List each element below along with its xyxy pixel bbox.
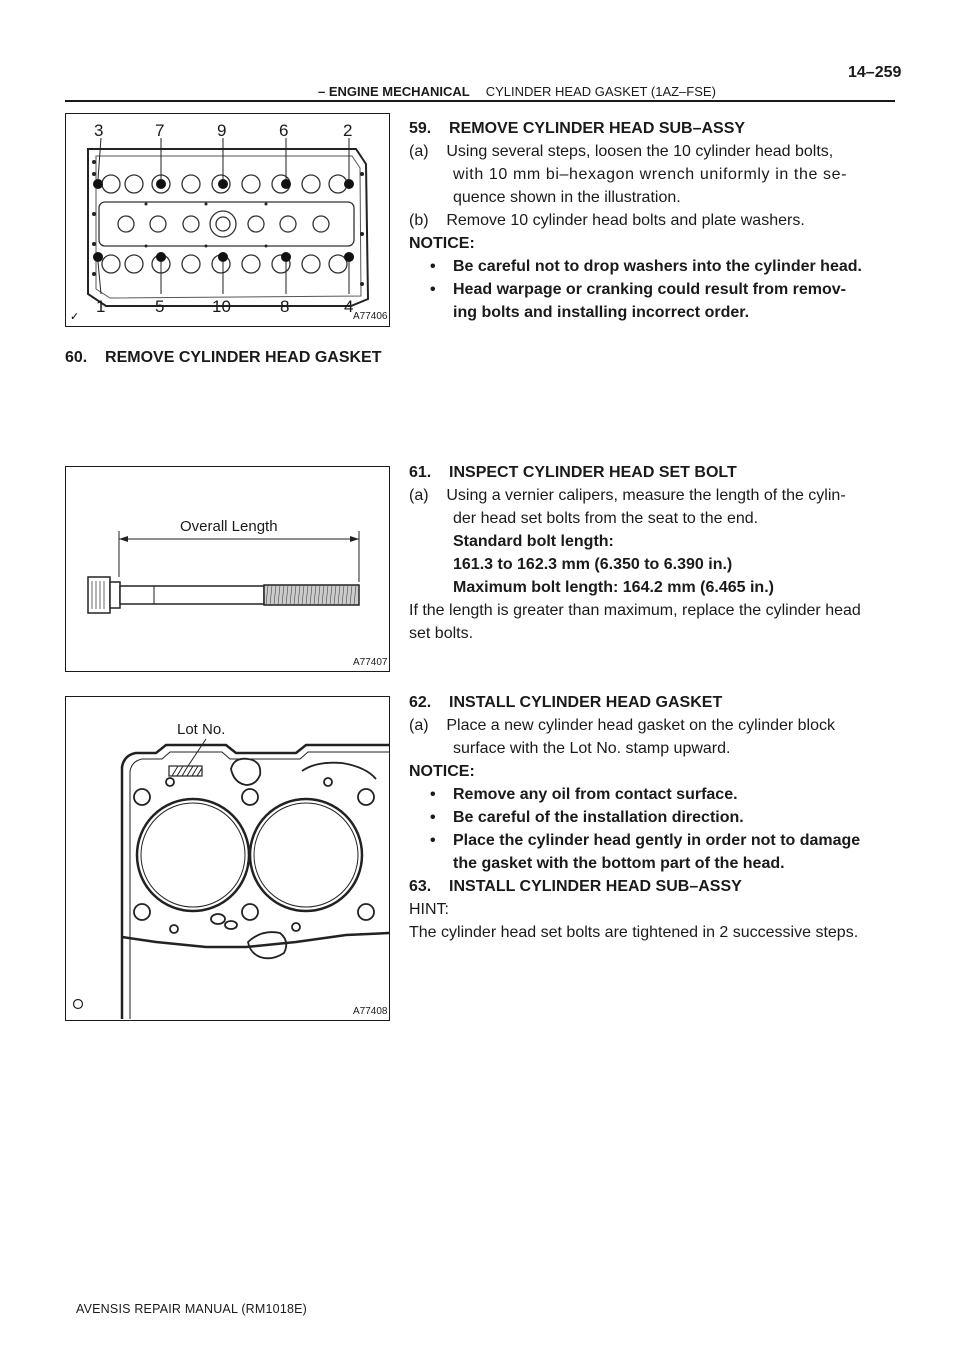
- step-63-title: 63. INSTALL CYLINDER HEAD SUB–ASSY: [409, 878, 742, 895]
- bolt-order-bottom-3: 10: [212, 297, 231, 316]
- gasket-illustration: [66, 697, 389, 1020]
- step-63-hint: HINT:: [409, 901, 449, 918]
- step-59-a-line1: (a) Using several steps, loosen the 10 cylinder head bolts,: [409, 143, 834, 160]
- step-62-title: 62. INSTALL CYLINDER HEAD GASKET: [409, 694, 723, 711]
- bolt-order-top-4: 6: [279, 121, 289, 140]
- footer-manual-name: AVENSIS REPAIR MANUAL (RM1018E): [76, 1302, 308, 1316]
- bolt-order-top-3: 9: [217, 121, 227, 140]
- bolt-order-bottom-1: 1: [96, 297, 106, 316]
- bullet: •: [430, 809, 436, 826]
- section-header: [318, 84, 716, 99]
- step-62-a-line1: (a) Place a new cylinder head gasket on the cylinder block: [409, 717, 836, 734]
- bolt-order-top-1: 3: [94, 121, 104, 140]
- bolt-order-top-5: 2: [343, 121, 353, 140]
- figure-head-gasket: [65, 696, 390, 1021]
- step-61-title: 61. INSPECT CYLINDER HEAD SET BOLT: [409, 464, 737, 481]
- step-62-a-line2: surface with the Lot No. stamp upward.: [453, 740, 731, 757]
- step-59-notice-1: Be careful not to drop washers into the cylinder head.: [453, 258, 862, 275]
- step-61-para-line2: set bolts.: [409, 625, 474, 642]
- figure-id: A77406: [353, 311, 388, 322]
- bolt-order-bottom-2: 5: [155, 297, 165, 316]
- step-59-notice-2a: Head warpage or cranking could result from remov-: [453, 281, 846, 298]
- step-59-title: 59. REMOVE CYLINDER HEAD SUB–ASSY: [409, 120, 746, 137]
- bolt-illustration: [66, 467, 389, 671]
- standard-length-label: Standard bolt length:: [453, 533, 614, 550]
- step-63-hint-text: The cylinder head set bolts are tightened in 2 successive steps.: [409, 924, 859, 941]
- figure-id: A77407: [353, 657, 388, 668]
- step-62-notice-3a: Place the cylinder head gently in order not to damage: [453, 832, 861, 849]
- step-59-a-line3: quence shown in the illustration.: [453, 189, 681, 206]
- step-59-b: (b) Remove 10 cylinder head bolts and plate washers.: [409, 212, 805, 229]
- page-number: 14–259: [848, 64, 902, 81]
- step-61-a-line1: (a) Using a vernier calipers, measure the length of the cylin-: [409, 487, 846, 504]
- step-62-notice: NOTICE:: [409, 763, 475, 780]
- bullet: •: [430, 281, 436, 298]
- standard-length-value: 161.3 to 162.3 mm (6.350 to 6.390 in.): [453, 556, 733, 573]
- step-62-notice-1: Remove any oil from contact surface.: [453, 786, 738, 803]
- bullet: •: [430, 786, 436, 803]
- svg-text:✓: ✓: [70, 310, 80, 323]
- maximum-length: Maximum bolt length: 164.2 mm (6.465 in.): [453, 579, 774, 596]
- step-62-notice-3b: the gasket with the bottom part of the head.: [453, 855, 785, 872]
- step-62-notice-2: Be careful of the installation direction.: [453, 809, 744, 826]
- figure-bolt-sequence: [65, 113, 390, 327]
- overall-length-label: Overall Length: [180, 518, 278, 535]
- step-59-a-line2: with 10 mm bi–hexagon wrench uniformly in the se-: [453, 166, 848, 183]
- header-rule: [65, 100, 895, 102]
- step-61-a-line2: der head set bolts from the seat to the end.: [453, 510, 759, 527]
- bolt-order-bottom-4: 8: [280, 297, 290, 316]
- step-59-notice-2b: ing bolts and installing incorrect order.: [453, 304, 750, 321]
- figure-id: A77408: [353, 1006, 388, 1017]
- step-60-title: 60. REMOVE CYLINDER HEAD GASKET: [65, 349, 382, 366]
- bolt-order-top-2: 7: [155, 121, 165, 140]
- lot-no-label: Lot No.: [177, 721, 226, 738]
- step-61-para-line1: If the length is greater than maximum, replace the cylinder head: [409, 602, 861, 619]
- cylinder-head-illustration: [66, 114, 389, 326]
- bullet: •: [430, 832, 436, 849]
- section-name: – ENGINE MECHANICAL: [318, 84, 470, 99]
- bolt-order-bottom-5: 4: [344, 297, 354, 316]
- step-59-notice: NOTICE:: [409, 235, 475, 252]
- bullet: •: [430, 258, 436, 275]
- figure-bolt-length: [65, 466, 390, 672]
- section-title: CYLINDER HEAD GASKET (1AZ–FSE): [485, 84, 716, 99]
